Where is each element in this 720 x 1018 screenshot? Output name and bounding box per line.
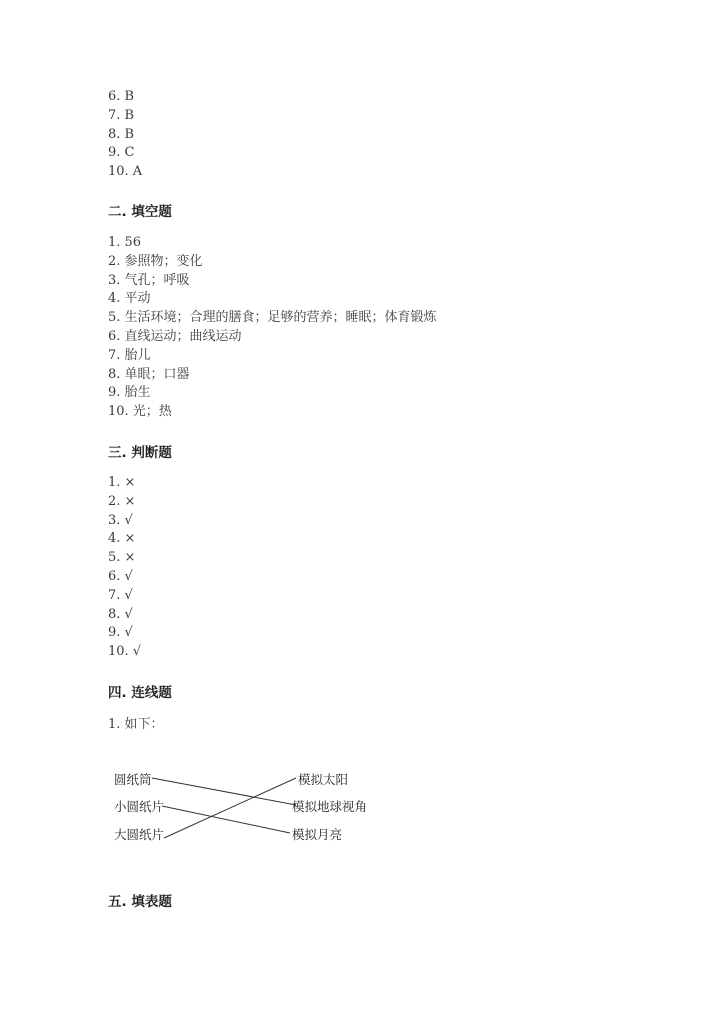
list-item: 7. B [108, 107, 135, 123]
connection-line-0 [152, 778, 296, 805]
list-item: 3. √ [108, 512, 133, 528]
list-item: 10. 光；热 [108, 404, 172, 420]
list-item: 9. √ [108, 625, 133, 641]
list-item: 8. √ [108, 606, 133, 622]
section-title-fill-table: 五. 填表题 [108, 894, 172, 910]
list-item: 8. B [108, 126, 135, 142]
list-item: 1. × [108, 475, 136, 490]
matching-diagram [100, 762, 400, 852]
right-item-0: 模拟太阳 [298, 772, 349, 787]
list-item: 10. A [108, 164, 143, 180]
section-title-true-false: 三. 判断题 [108, 445, 172, 461]
list-item: 5. 生活环境；合理的膳食；足够的营养；睡眠；体育锻炼 [108, 310, 437, 326]
left-item-0: 圆纸筒 [114, 772, 152, 787]
list-item: 4. 平动 [108, 291, 151, 307]
list-item: 1. 56 [108, 235, 142, 250]
right-item-2: 模拟月亮 [292, 827, 343, 842]
fill-blank-answers-list [108, 234, 437, 422]
list-item: 7. √ [108, 587, 133, 603]
list-item: 5. × [108, 550, 136, 566]
list-item: 9. 胎生 [108, 385, 151, 401]
left-item-2: 大圆纸片 [114, 827, 165, 842]
list-item: 2. 参照物；变化 [108, 253, 203, 269]
section-title-fill-blank: 二. 填空题 [108, 204, 172, 220]
matching-intro-wrap [108, 716, 164, 735]
choice-answers-list [108, 88, 142, 182]
list-item: 2. × [108, 493, 136, 509]
list-item: 9. C [108, 145, 135, 161]
connection-line-2 [164, 778, 296, 838]
matching-svg [100, 762, 400, 852]
list-item: 6. B [108, 89, 135, 104]
list-item: 6. √ [108, 568, 133, 584]
list-item: 10. √ [108, 644, 142, 660]
section-title-matching: 四. 连线题 [108, 685, 172, 701]
list-item: 7. 胎儿 [108, 347, 151, 363]
matching-lines [152, 778, 296, 838]
list-item: 8. 单眼；口器 [108, 366, 190, 382]
list-item: 4. × [108, 531, 136, 547]
matching-intro: 1. 如下： [108, 717, 164, 732]
list-item: 6. 直线运动；曲线运动 [108, 328, 242, 344]
true-false-answers-list [108, 474, 141, 662]
list-item: 3. 气孔；呼吸 [108, 272, 190, 288]
right-item-1: 模拟地球视角 [292, 799, 368, 814]
left-item-1: 小圆纸片 [114, 799, 165, 814]
